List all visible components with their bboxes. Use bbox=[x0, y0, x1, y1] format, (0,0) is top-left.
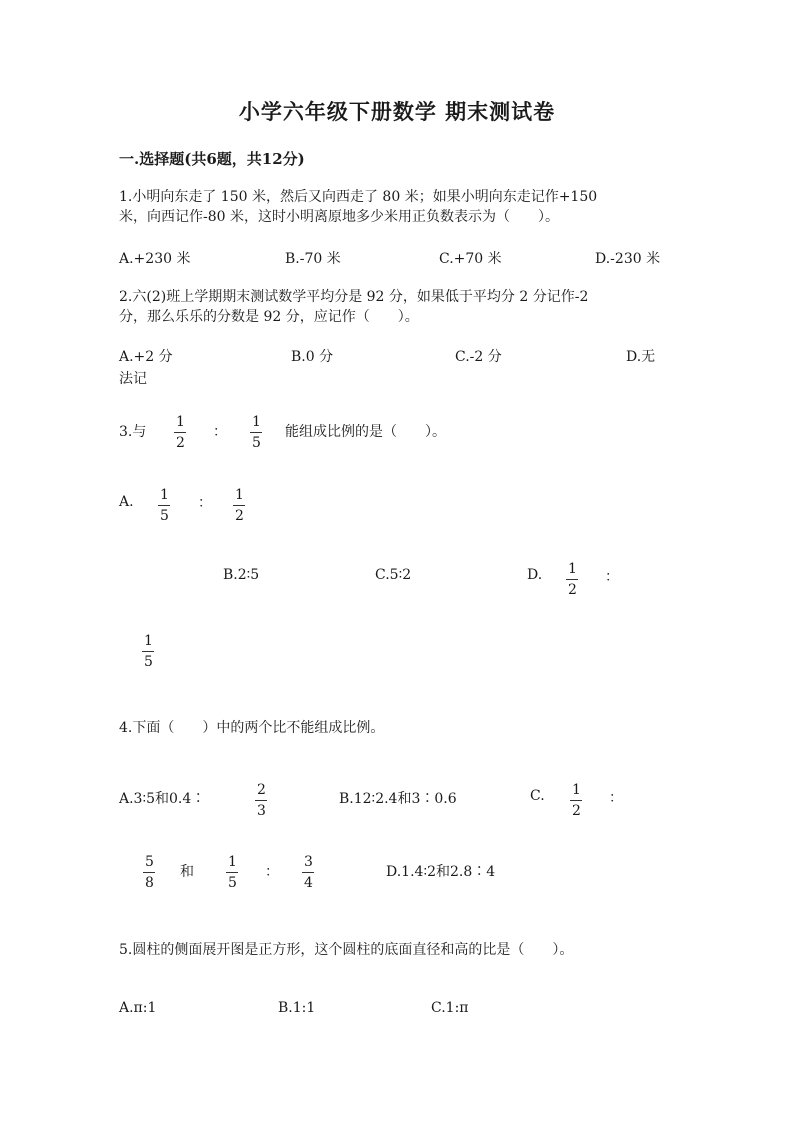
fraction-denominator: 2 bbox=[235, 508, 244, 524]
question-2-line-2: 分，那么乐乐的分数是 92 分，应记作（ ）。 bbox=[119, 309, 419, 325]
q4-option-c-fraction-3 bbox=[225, 854, 240, 891]
q2-option-d-continued: 法记 bbox=[119, 371, 147, 387]
q1-option-b: B.-70 米 bbox=[285, 251, 341, 267]
q3-fraction-1 bbox=[173, 414, 188, 451]
question-1-line-2: 米，向西记作-80 米，这时小明离原地多少米用正负数表示为（ ）。 bbox=[119, 209, 559, 225]
q3-option-a: A. bbox=[119, 494, 134, 510]
q2-option-d: D.无 bbox=[626, 349, 656, 365]
fraction-denominator: 5 bbox=[228, 875, 237, 891]
fraction-numerator: 1 bbox=[235, 487, 244, 503]
fraction-numerator: 1 bbox=[176, 414, 185, 430]
q3-colon: ： bbox=[213, 424, 227, 440]
fraction-denominator: 5 bbox=[144, 654, 153, 670]
q4-option-c-fraction-2 bbox=[142, 854, 157, 891]
fraction-numerator: 5 bbox=[145, 854, 154, 870]
fraction-numerator: 2 bbox=[257, 782, 266, 798]
q3-option-d: D. bbox=[527, 567, 543, 583]
fraction-denominator: 2 bbox=[572, 803, 581, 819]
question-1-line-1: 1.小明向东走了 150 米，然后又向西走了 80 米；如果小明向东走记作+150 bbox=[119, 189, 598, 205]
q2-option-a: A.+2 分 bbox=[119, 349, 173, 365]
question-2-line-1: 2.六(2)班上学期期末测试数学平均分是 92 分，如果低于平均分 2 分记作-2 bbox=[119, 289, 589, 305]
fraction-numerator: 1 bbox=[572, 782, 581, 798]
q3-option-d-colon: ： bbox=[605, 569, 619, 585]
q4-option-c: C. bbox=[530, 788, 545, 804]
fraction-denominator: 8 bbox=[145, 875, 154, 891]
q5-option-b: B.1:1 bbox=[278, 1000, 316, 1016]
q5-option-a: A.π:1 bbox=[119, 1000, 157, 1016]
fraction-denominator: 2 bbox=[568, 582, 577, 598]
question-4-text: 4.下面（ ）中的两个比不能组成比例。 bbox=[119, 720, 385, 736]
fraction-numerator: 1 bbox=[568, 561, 577, 577]
fraction-denominator: 5 bbox=[160, 508, 169, 524]
q3-option-d-fraction-2 bbox=[141, 633, 156, 670]
fraction-numerator: 1 bbox=[160, 487, 169, 503]
fraction-numerator: 1 bbox=[144, 633, 153, 649]
question-3-suffix: 能组成比例的是（ ）。 bbox=[285, 424, 446, 440]
q1-option-d: D.-230 米 bbox=[595, 251, 661, 267]
fraction-denominator: 3 bbox=[257, 803, 266, 819]
q4-option-c-colon-1: ： bbox=[609, 790, 623, 806]
page-title: 小学六年级下册数学 期末测试卷 bbox=[238, 99, 556, 124]
section-heading: 一.选择题(共6题，共12分) bbox=[119, 150, 305, 168]
q4-option-c-and: 和 bbox=[180, 864, 194, 880]
q1-option-a: A.+230 米 bbox=[119, 251, 191, 267]
fraction-numerator: 1 bbox=[252, 414, 261, 430]
q3-option-a-fraction-1 bbox=[157, 487, 172, 524]
q3-option-a-fraction-2 bbox=[232, 487, 247, 524]
question-3-prefix: 3.与 bbox=[119, 424, 147, 440]
q4-option-a-fraction bbox=[254, 782, 269, 819]
q3-option-c: C.5∶2 bbox=[375, 567, 412, 583]
fraction-numerator: 1 bbox=[228, 854, 237, 870]
q3-fraction-2 bbox=[249, 414, 264, 451]
q4-option-c-colon-2: ： bbox=[265, 864, 279, 880]
q4-option-b: B.12∶2.4和3∶0.6 bbox=[339, 791, 457, 807]
fraction-denominator: 2 bbox=[176, 435, 185, 451]
fraction-denominator: 5 bbox=[252, 435, 261, 451]
q2-option-c: C.-2 分 bbox=[455, 349, 502, 365]
q4-option-c-fraction-1 bbox=[569, 782, 584, 819]
q3-option-a-colon: ： bbox=[198, 495, 212, 511]
question-5-text: 5.圆柱的侧面展开图是正方形，这个圆柱的底面直径和高的比是（ ）。 bbox=[119, 942, 574, 958]
q4-option-a: A.3∶5和0.4∶ bbox=[119, 791, 206, 807]
q5-option-c: C.1:π bbox=[431, 1000, 469, 1016]
fraction-denominator: 4 bbox=[304, 875, 313, 891]
q1-option-c: C.+70 米 bbox=[439, 251, 502, 267]
q3-option-d-fraction-1 bbox=[565, 561, 580, 598]
q3-option-b: B.2∶5 bbox=[223, 567, 260, 583]
q4-option-c-fraction-4 bbox=[301, 854, 316, 891]
q2-option-b: B.0 分 bbox=[291, 349, 334, 365]
q4-option-d: D.1.4∶2和2.8∶4 bbox=[386, 864, 496, 880]
fraction-numerator: 3 bbox=[304, 854, 313, 870]
